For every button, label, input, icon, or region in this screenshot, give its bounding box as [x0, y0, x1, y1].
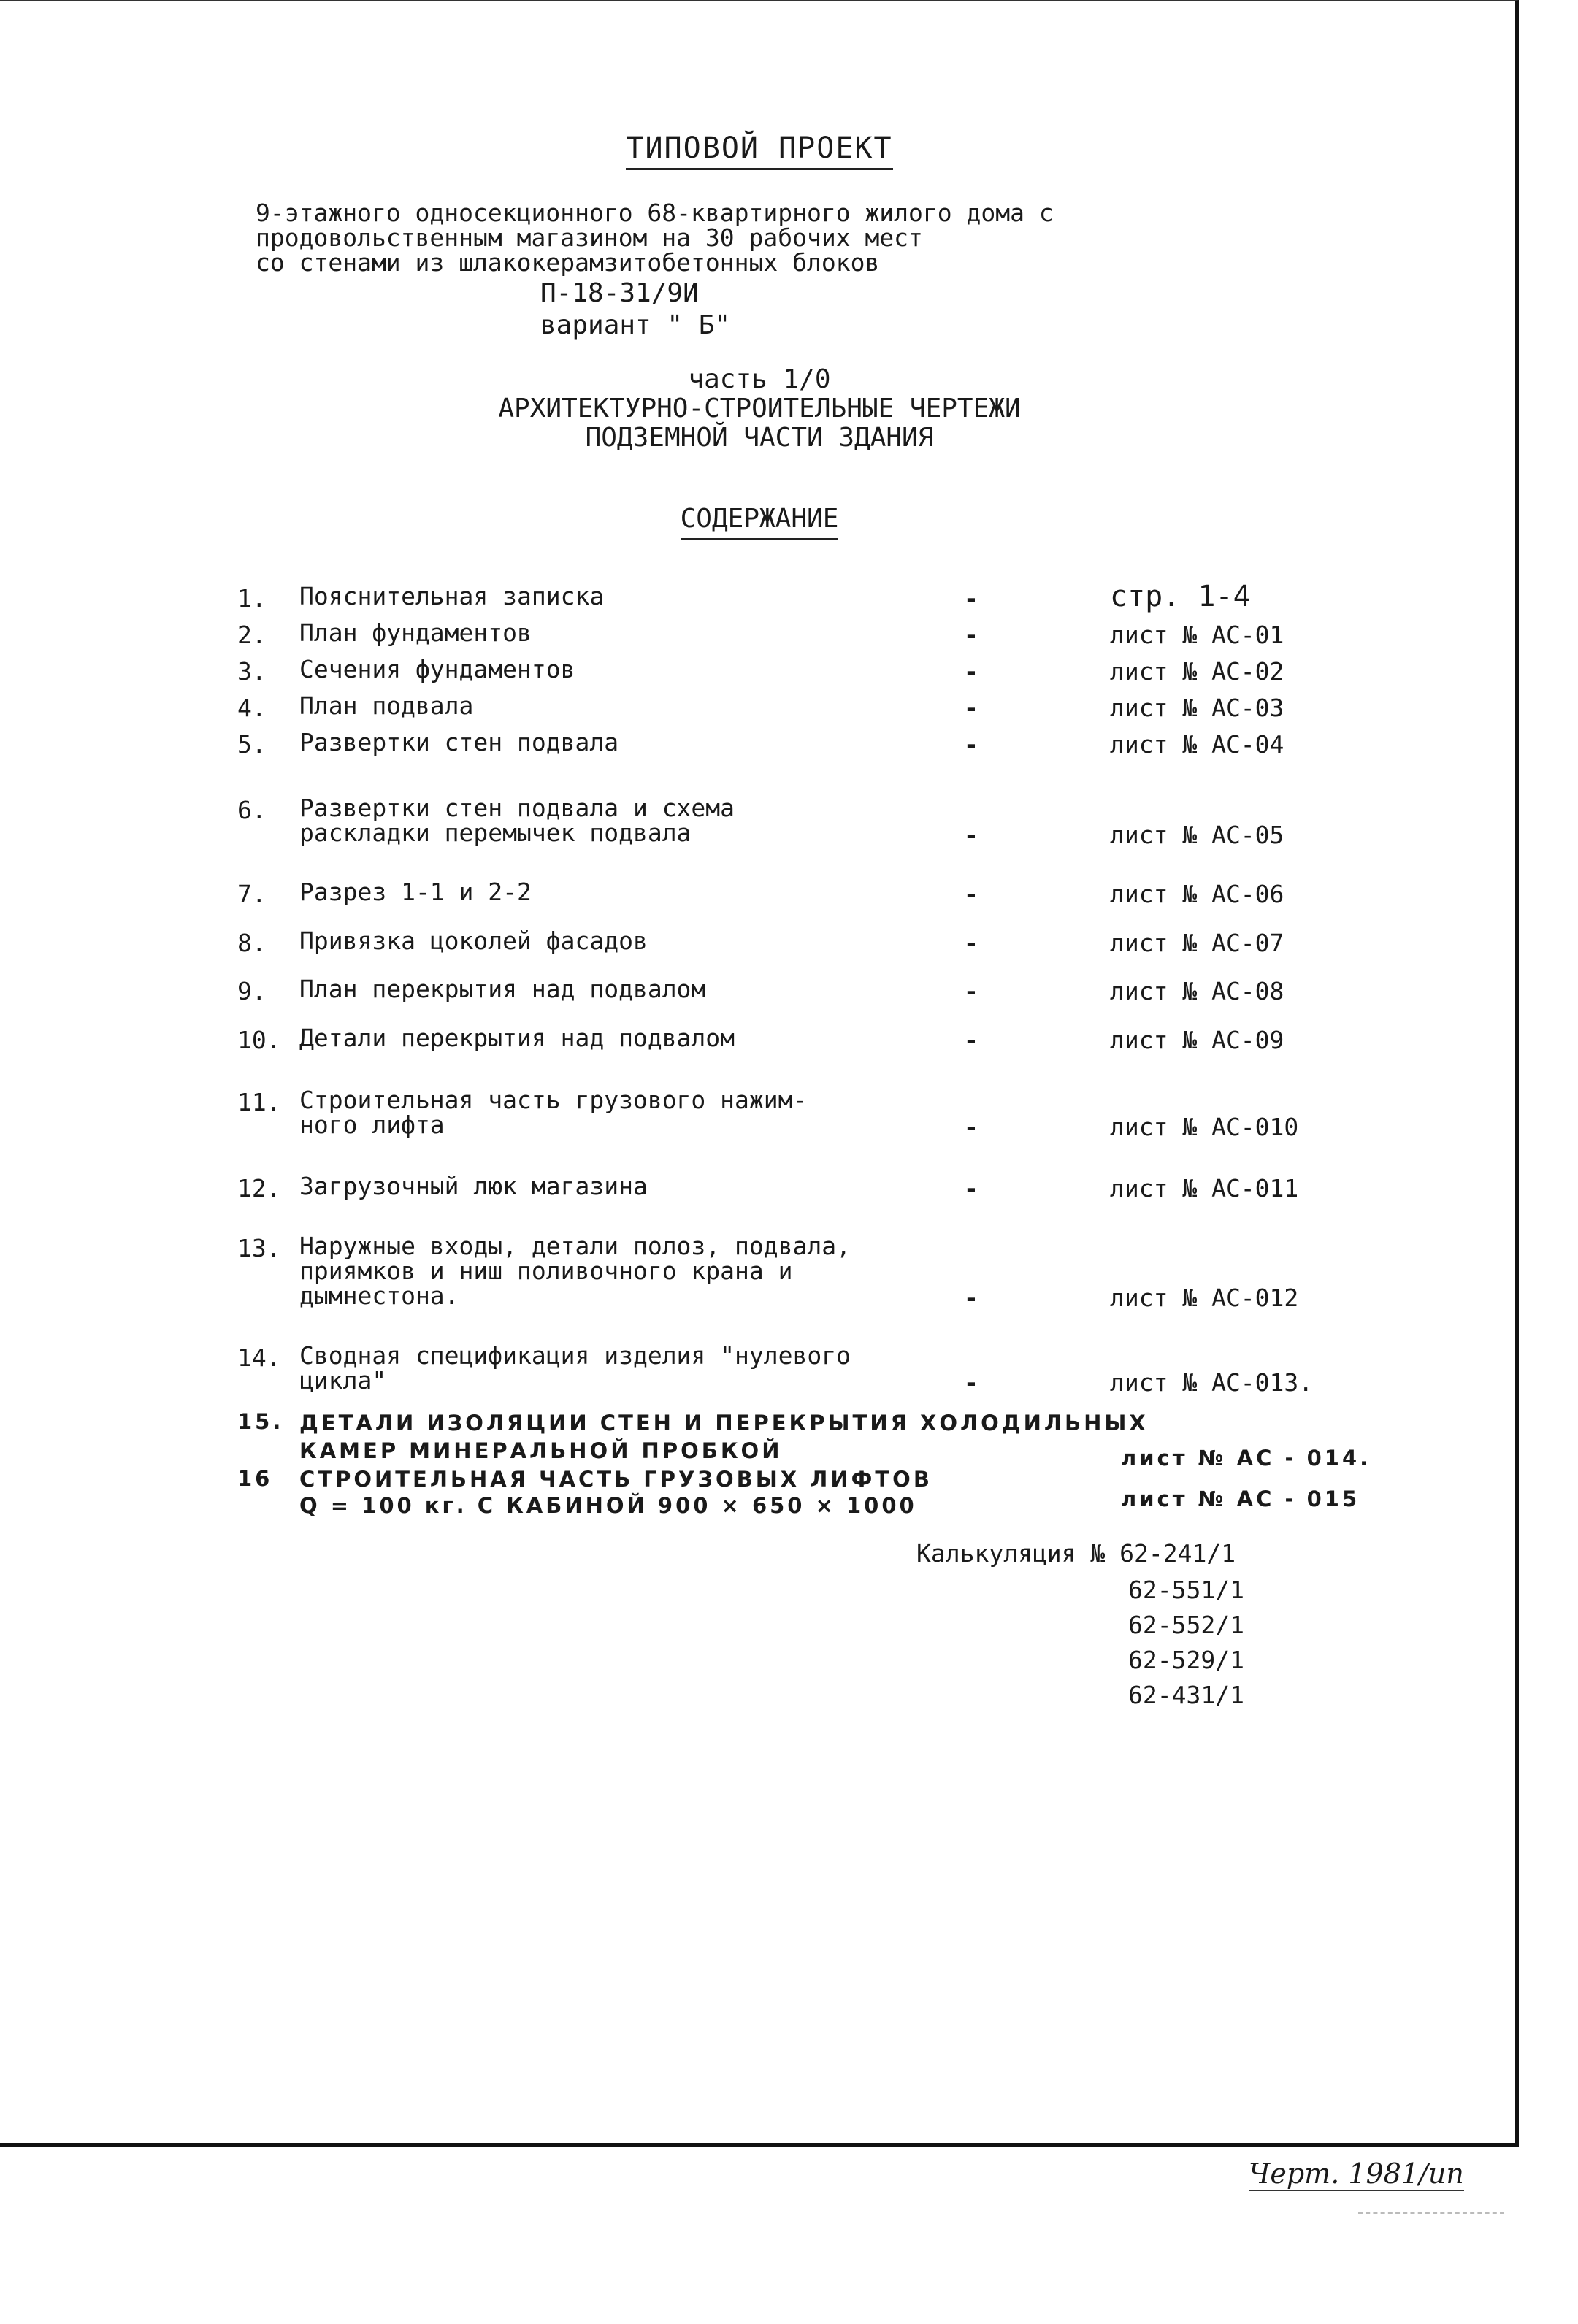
- item-number: 15.: [237, 1409, 284, 1434]
- item-text: [299, 1234, 957, 1308]
- item-sheet: лист № АС - 015: [1121, 1487, 1360, 1511]
- item-sheet: лист № АС-013.: [1110, 1368, 1314, 1397]
- item-line: План фундаментов: [299, 618, 532, 647]
- item-text: [299, 730, 957, 755]
- item-number: 13.: [237, 1234, 281, 1262]
- item-dash: -: [964, 621, 978, 649]
- item-number: 9.: [237, 977, 267, 1005]
- item-number: 4.: [237, 694, 267, 722]
- item-sheet: лист № АС - 014.: [1121, 1446, 1371, 1470]
- item-number: 12.: [237, 1174, 281, 1203]
- section-title-line: АРХИТЕКТУРНО-СТРОИТЕЛЬНЫЕ ЧЕРТЕЖИ: [498, 394, 1021, 423]
- item-dash: -: [964, 584, 978, 613]
- item-line: Разрез 1-1 и 2-2: [299, 878, 532, 906]
- item-text: [299, 691, 957, 720]
- contents-heading: СОДЕРЖАНИЕ: [0, 504, 1519, 534]
- item-text: [299, 796, 957, 845]
- calculation-number: 62-431/1: [1128, 1681, 1244, 1709]
- description-line: со стенами из шлакокерамзитобетонных блоков: [256, 248, 880, 277]
- item-text: [299, 977, 957, 1002]
- item-number: 7.: [237, 880, 267, 908]
- item-line: План перекрытия над подвалом: [299, 975, 706, 1003]
- item-dash: -: [964, 880, 978, 908]
- item-number: 1.: [237, 584, 267, 613]
- item-sheet: лист № АС-08: [1110, 977, 1284, 1005]
- part-label: часть 1/0: [688, 364, 831, 394]
- section-title-line: ПОДЗЕМНОЙ ЧАСТИ ЗДАНИЯ: [585, 423, 934, 453]
- item-text: [299, 1409, 1149, 1465]
- item-sheet: лист № АС-01: [1110, 621, 1284, 649]
- item-dash: -: [964, 1174, 978, 1203]
- item-number: 11.: [237, 1088, 281, 1116]
- item-line: Наружные входы, детали полоз, подвала,: [299, 1232, 851, 1260]
- project-code: [540, 277, 730, 342]
- project-variant: вариант " Б": [540, 310, 731, 340]
- item-sheet: лист № АС-03: [1110, 694, 1284, 722]
- item-line: Детали перекрытия над подвалом: [299, 1024, 735, 1052]
- item-line: цикла": [299, 1366, 387, 1395]
- item-line: ного лифта: [299, 1111, 445, 1139]
- document-title: ТИПОВОЙ ПРОЕКТ: [0, 131, 1519, 165]
- item-sheet: стр. 1-4: [1110, 580, 1251, 613]
- item-text: [299, 1174, 957, 1199]
- calculation-label: Калькуляция № 62-241/1: [916, 1539, 1236, 1568]
- item-text: [299, 1343, 957, 1393]
- item-line: Развертки стен подвала и схема: [299, 794, 735, 822]
- item-text: [299, 1466, 957, 1519]
- item-sheet: лист № АС-011: [1110, 1174, 1299, 1203]
- item-dash: -: [964, 1026, 978, 1054]
- item-number: 16: [237, 1466, 273, 1491]
- scan-marks: [1358, 2212, 1504, 2218]
- archive-stamp: Черт. 1981/ип: [1249, 2158, 1464, 2190]
- item-line: КАМЕР МИНЕРАЛЬНОЙ ПРОБКОЙ: [299, 1438, 783, 1463]
- description-line: продовольственным магазином на 30 рабочих мест: [256, 223, 923, 252]
- item-text: [299, 880, 957, 905]
- item-dash: -: [964, 657, 978, 686]
- calculation-number: 62-551/1: [1128, 1576, 1244, 1604]
- item-number: 3.: [237, 657, 267, 686]
- item-number: 10.: [237, 1026, 281, 1054]
- item-line: Загрузочный люк магазина: [299, 1172, 648, 1200]
- item-line: Q = 100 кг. С КАБИНОЙ 900 × 650 × 1000: [299, 1493, 917, 1518]
- item-line: приямков и ниш поливочного крана и: [299, 1257, 793, 1285]
- item-number: 6.: [237, 796, 267, 824]
- item-dash: -: [964, 1284, 978, 1312]
- item-dash: -: [964, 1368, 978, 1397]
- calculation-number: 62-529/1: [1128, 1646, 1244, 1674]
- item-line: СТРОИТЕЛЬНАЯ ЧАСТЬ ГРУЗОВЫХ ЛИФТОВ: [299, 1467, 932, 1492]
- item-text: [299, 657, 957, 682]
- item-sheet: лист № АС-010: [1110, 1113, 1299, 1141]
- item-line: Развертки стен подвала: [299, 728, 619, 756]
- item-sheet: лист № АС-06: [1110, 880, 1284, 908]
- part-block: [0, 365, 1519, 453]
- item-number: 8.: [237, 929, 267, 957]
- item-line: дымнестона.: [299, 1281, 459, 1310]
- item-text: [299, 1088, 957, 1138]
- item-line: Сечения фундаментов: [299, 655, 575, 683]
- calculation-number: 62-552/1: [1128, 1611, 1244, 1639]
- project-description: [256, 201, 1351, 275]
- item-text: [299, 584, 957, 609]
- description-line: 9-этажного односекционного 68-квартирного жилого дома с: [256, 199, 1054, 227]
- project-code-text: П-18-31/9И: [540, 278, 699, 308]
- item-sheet: лист № АС-012: [1110, 1284, 1299, 1312]
- item-number: 14.: [237, 1343, 281, 1372]
- item-line: раскладки перемычек подвала: [299, 818, 692, 847]
- item-line: Сводная спецификация изделия "нулевого: [299, 1341, 851, 1370]
- item-text: [299, 929, 957, 954]
- item-line: Привязка цоколей фасадов: [299, 927, 648, 955]
- item-number: 2.: [237, 621, 267, 649]
- item-line: Строительная часть грузового нажим-: [299, 1086, 808, 1114]
- item-dash: -: [964, 977, 978, 1005]
- item-sheet: лист № АС-05: [1110, 821, 1284, 849]
- item-sheet: лист № АС-09: [1110, 1026, 1284, 1054]
- item-text: [299, 1026, 957, 1051]
- item-dash: -: [964, 694, 978, 722]
- item-line: План подвала: [299, 691, 474, 720]
- item-line: ДЕТАЛИ ИЗОЛЯЦИИ СТЕН И ПЕРЕКРЫТИЯ ХОЛОДИЛЬНЫХ: [299, 1411, 1149, 1435]
- item-number: 5.: [237, 730, 267, 759]
- item-sheet: лист № АС-04: [1110, 730, 1284, 759]
- item-dash: -: [964, 821, 978, 849]
- item-sheet: лист № АС-07: [1110, 929, 1284, 957]
- item-sheet: лист № АС-02: [1110, 657, 1284, 686]
- item-text: [299, 618, 957, 647]
- item-dash: -: [964, 929, 978, 957]
- item-dash: -: [964, 1113, 978, 1141]
- item-line: Пояснительная записка: [299, 582, 605, 610]
- item-dash: -: [964, 730, 978, 759]
